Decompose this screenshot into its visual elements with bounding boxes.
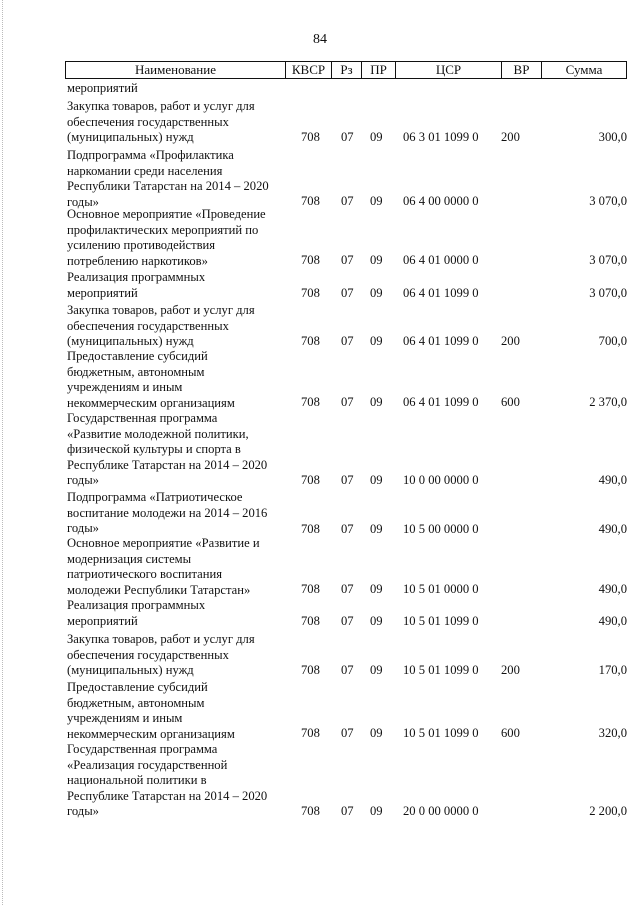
- scan-edge-marks: [2, 0, 4, 905]
- row-kvsr: 708: [301, 522, 320, 537]
- row-csr: 20 0 00 0000 0: [403, 804, 479, 819]
- row-csr: 06 4 01 1099 0: [403, 334, 479, 349]
- row-kvsr: 708: [301, 334, 320, 349]
- row-kvsr: 708: [301, 473, 320, 488]
- row-sum: 700,0: [598, 334, 627, 349]
- row-sum: 490,0: [598, 522, 627, 537]
- table-row: [65, 536, 627, 598]
- row-rz: 07: [341, 663, 354, 678]
- row-name: Реализация программных мероприятий: [67, 598, 206, 628]
- table-row: [65, 742, 627, 820]
- row-sum: 3 070,0: [589, 286, 627, 301]
- row-pr: 09: [370, 395, 383, 410]
- row-pr: 09: [370, 614, 383, 629]
- row-kvsr: 708: [301, 130, 320, 145]
- row-rz: 07: [341, 253, 354, 268]
- row-sum: 300,0: [598, 130, 627, 145]
- row-kvsr: 708: [301, 395, 320, 410]
- header-sum: Сумма: [565, 62, 603, 77]
- table-row: [65, 490, 627, 538]
- row-vr: 600: [501, 395, 520, 410]
- row-csr: 10 5 01 1099 0: [403, 726, 479, 741]
- row-name: Государственная программа «Развитие молодежной политики, физической культуры и спорта в Республике Татарстан на 2014 – 2020 годы»: [67, 411, 268, 488]
- row-name: Реализация программных мероприятий: [67, 270, 206, 300]
- table-row: [65, 270, 627, 302]
- table-row: [65, 632, 627, 679]
- row-kvsr: 708: [301, 286, 320, 301]
- row-name: Закупка товаров, работ и услуг для обеспечения государственных (муниципальных) нужд: [67, 303, 255, 349]
- header-pr: ПР: [362, 62, 396, 78]
- row-sum: 490,0: [598, 473, 627, 488]
- header-rz: Рз: [332, 62, 362, 78]
- table-row: [65, 411, 627, 489]
- table-row: [65, 598, 627, 630]
- row-rz: 07: [341, 286, 354, 301]
- row-csr: 10 5 01 1099 0: [403, 663, 479, 678]
- row-csr: 10 5 01 0000 0: [403, 582, 479, 597]
- row-sum: 320,0: [598, 726, 627, 741]
- row-pr: 09: [370, 253, 383, 268]
- row-name: Предоставление субсидий бюджетным, автономным учреждениям и иным некоммерческим организациям: [67, 680, 235, 741]
- row-pr: 09: [370, 726, 383, 741]
- row-kvsr: 708: [301, 726, 320, 741]
- row-name: Подпрограмма «Профилактика наркомании среди населения Республики Татарстан на 2014 – 2020 годы»: [67, 148, 269, 209]
- row-sum: 490,0: [598, 582, 627, 597]
- row-csr: 06 4 01 1099 0: [403, 395, 479, 410]
- table-row: [65, 207, 627, 269]
- row-rz: 07: [341, 614, 354, 629]
- table-row: [65, 81, 627, 97]
- header-name: Наименование: [66, 62, 286, 78]
- row-kvsr: 708: [301, 582, 320, 597]
- row-csr: 10 5 00 0000 0: [403, 522, 479, 537]
- row-name: Предоставление субсидий бюджетным, автономным учреждениям и иным некоммерческим организациям: [67, 349, 235, 410]
- row-rz: 07: [341, 395, 354, 410]
- row-name: мероприятий: [67, 81, 138, 95]
- page-number: 84: [313, 32, 327, 47]
- table-row: [65, 99, 627, 146]
- row-pr: 09: [370, 194, 383, 209]
- row-pr: 09: [370, 473, 383, 488]
- table-row: [65, 680, 627, 742]
- row-sum: 3 070,0: [589, 253, 627, 268]
- row-csr: 06 4 00 0000 0: [403, 194, 479, 209]
- row-sum: 170,0: [598, 663, 627, 678]
- row-rz: 07: [341, 522, 354, 537]
- row-name: Основное мероприятие «Развитие и модернизация системы патриотического воспитания молодежи Республики Татарстан»: [67, 536, 260, 597]
- row-name: Основное мероприятие «Проведение профилактических мероприятий по усилению противодействия потреблению наркотиков»: [67, 207, 266, 268]
- row-vr: 200: [501, 663, 520, 678]
- row-csr: 06 4 01 1099 0: [403, 286, 479, 301]
- header-kvsr: КВСР: [286, 62, 332, 78]
- row-vr: 200: [501, 130, 520, 145]
- row-kvsr: 708: [301, 614, 320, 629]
- row-pr: 09: [370, 334, 383, 349]
- row-sum: 3 070,0: [589, 194, 627, 209]
- table-row: [65, 349, 627, 411]
- header-csr: ЦСР: [396, 62, 502, 78]
- row-name: Закупка товаров, работ и услуг для обеспечения государственных (муниципальных) нужд: [67, 99, 255, 145]
- row-kvsr: 708: [301, 663, 320, 678]
- row-sum: 2 370,0: [589, 395, 627, 410]
- row-rz: 07: [341, 804, 354, 819]
- row-pr: 09: [370, 286, 383, 301]
- row-pr: 09: [370, 663, 383, 678]
- row-pr: 09: [370, 522, 383, 537]
- row-csr: 06 3 01 1099 0: [403, 130, 479, 145]
- table-header: [65, 61, 627, 79]
- row-name: Подпрограмма «Патриотическое воспитание молодежи на 2014 – 2016 годы»: [67, 490, 268, 536]
- row-kvsr: 708: [301, 804, 320, 819]
- table-row: [65, 148, 627, 210]
- table-row: [65, 303, 627, 350]
- row-rz: 07: [341, 194, 354, 209]
- row-name: Государственная программа «Реализация государственной национальной политики в Республике Татарстан на 2014 – 2020 годы»: [67, 742, 268, 819]
- row-kvsr: 708: [301, 194, 320, 209]
- row-vr: 600: [501, 726, 520, 741]
- header-vr: ВР: [502, 62, 542, 78]
- row-rz: 07: [341, 582, 354, 597]
- row-name: Закупка товаров, работ и услуг для обеспечения государственных (муниципальных) нужд: [67, 632, 255, 678]
- row-sum: 490,0: [598, 614, 627, 629]
- row-rz: 07: [341, 334, 354, 349]
- row-vr: 200: [501, 334, 520, 349]
- row-pr: 09: [370, 582, 383, 597]
- row-rz: 07: [341, 726, 354, 741]
- row-csr: 06 4 01 0000 0: [403, 253, 479, 268]
- row-pr: 09: [370, 130, 383, 145]
- row-kvsr: 708: [301, 253, 320, 268]
- row-pr: 09: [370, 804, 383, 819]
- row-rz: 07: [341, 130, 354, 145]
- row-csr: 10 5 01 1099 0: [403, 614, 479, 629]
- row-csr: 10 0 00 0000 0: [403, 473, 479, 488]
- row-rz: 07: [341, 473, 354, 488]
- row-sum: 2 200,0: [589, 804, 627, 819]
